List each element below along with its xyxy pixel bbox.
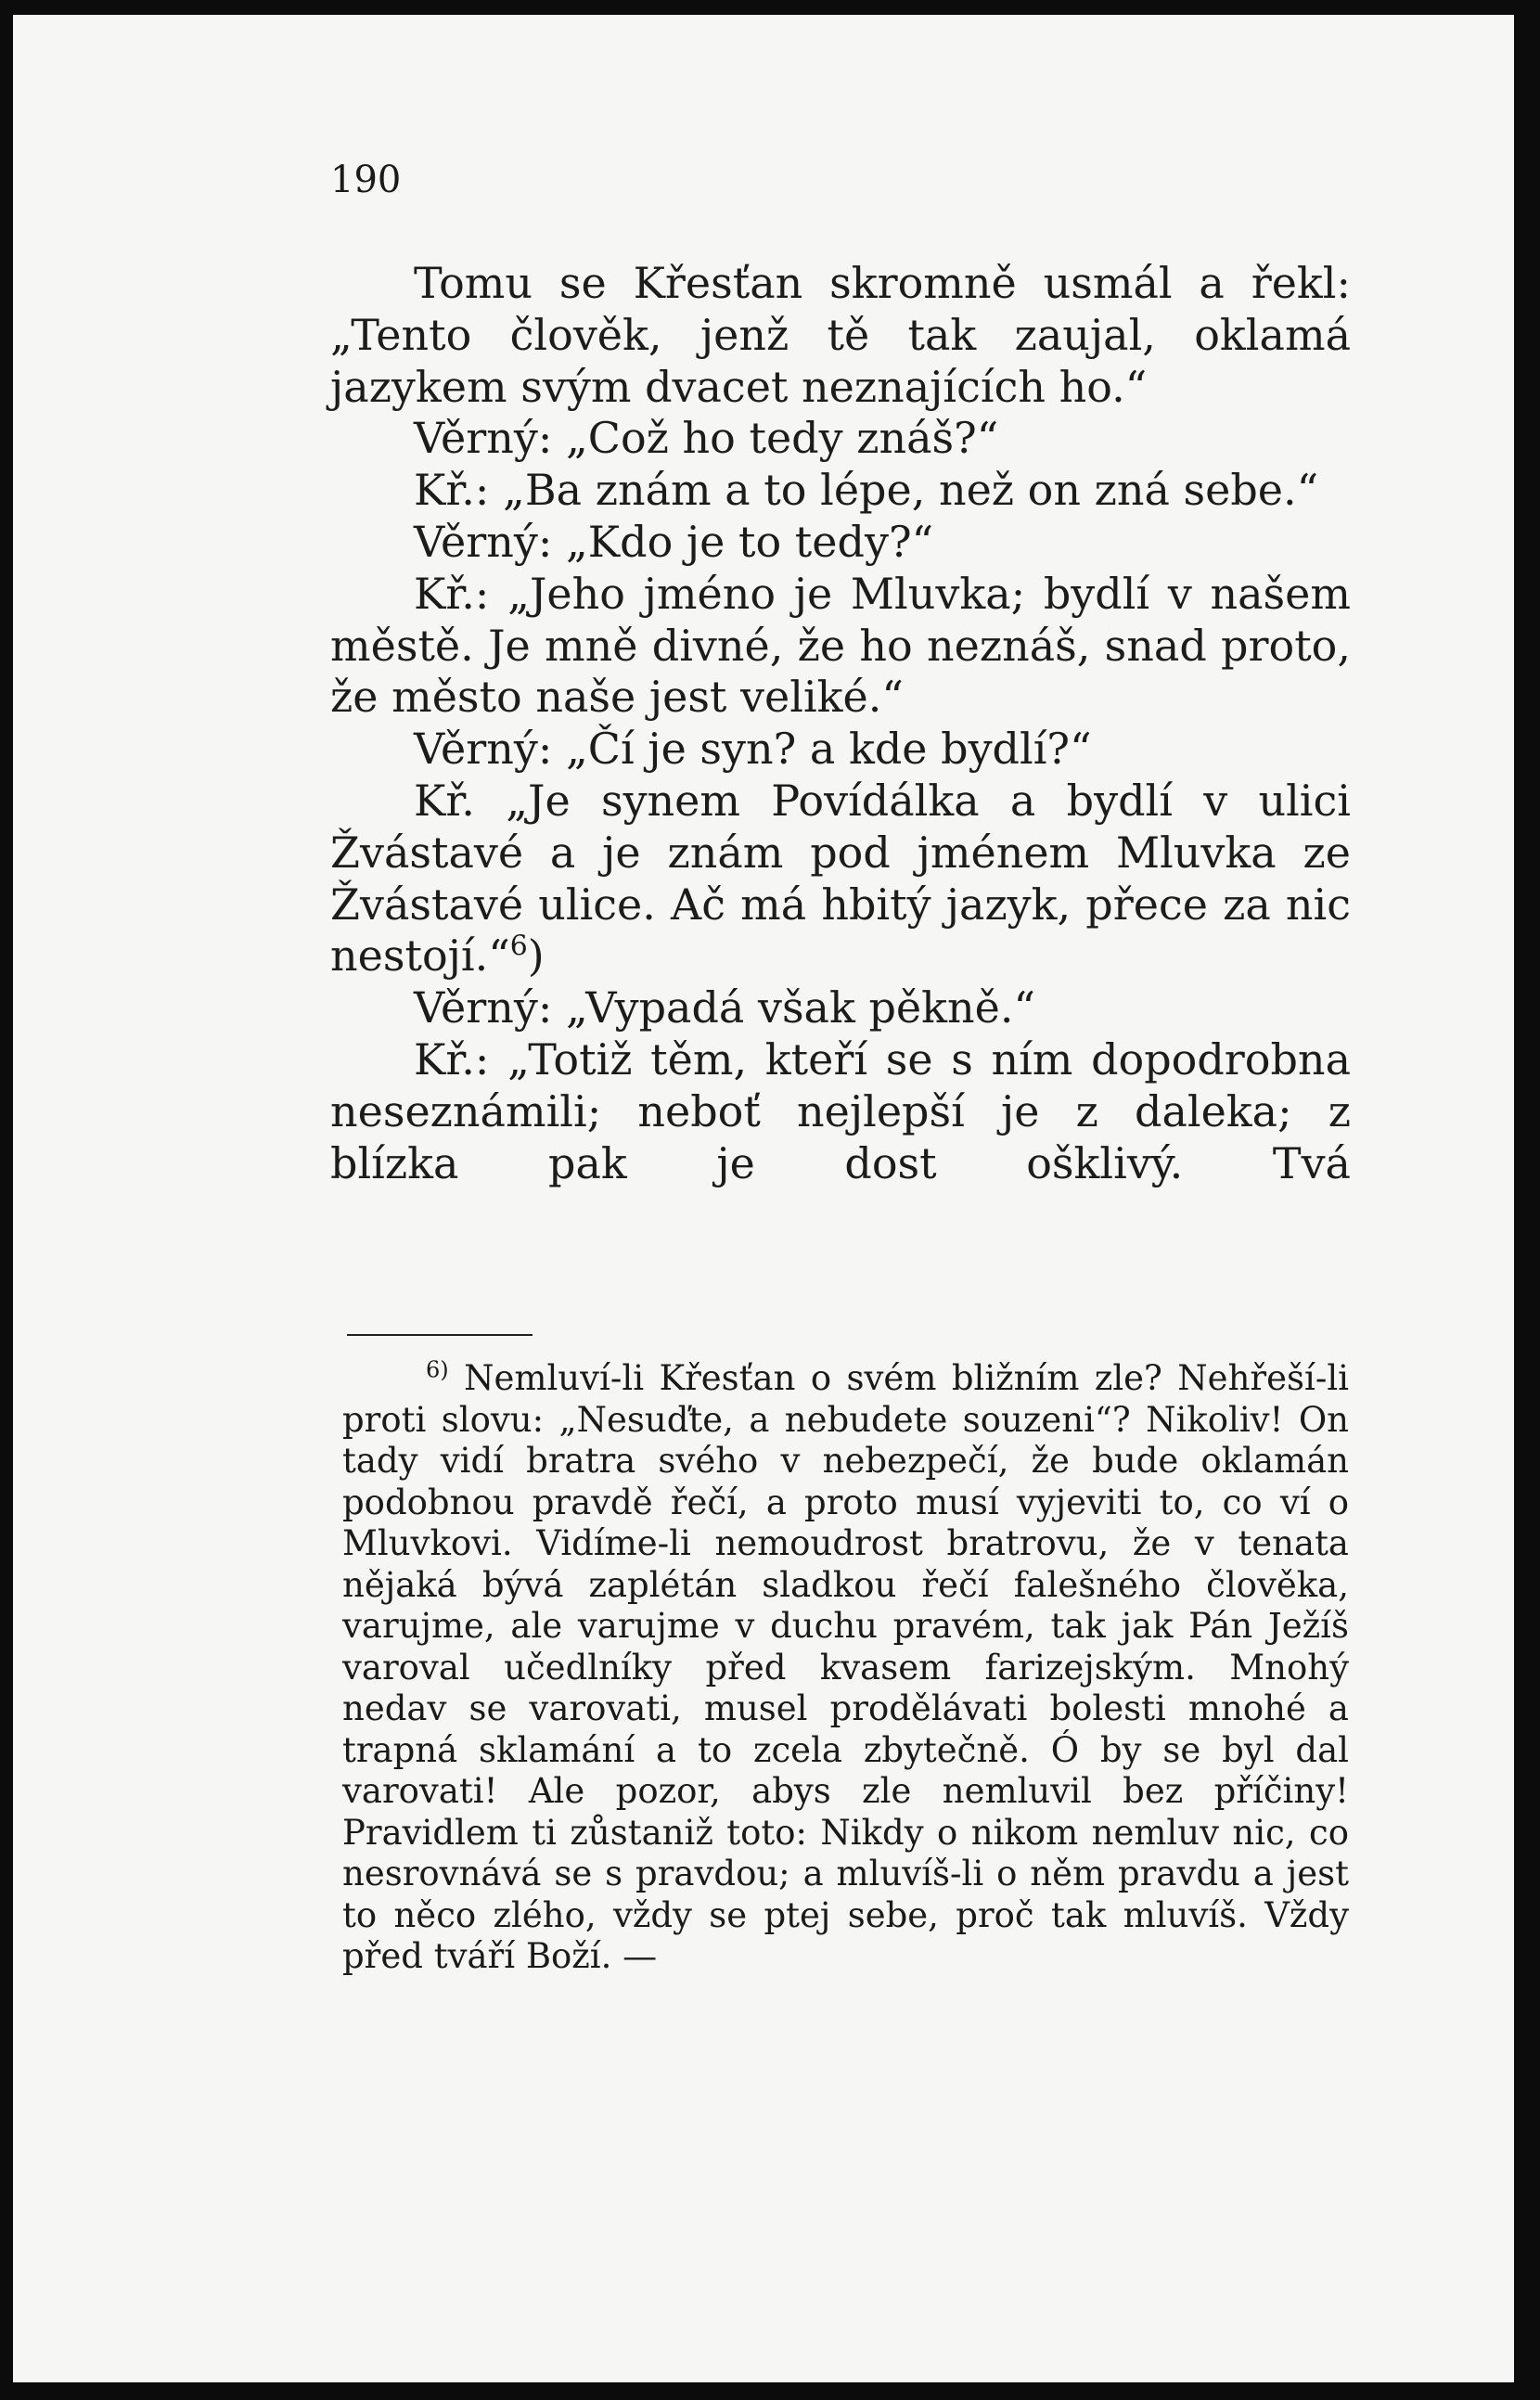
paragraph-7: Kř. „Je synem Povídálka a bydlí v ulici Žvástavé a je znám pod jménem Mluvka ze Žvástavé ulice. Ač má hbitý jazyk, přece za nic nestojí.“$^6$) <box>330 775 1351 982</box>
paragraph-8: Věrný: „Vypadá však pěkně.“ <box>414 982 1036 1033</box>
paragraph-6: Věrný: „Čí je syn? a kde bydlí?“ <box>414 724 1092 775</box>
footnote-divider <box>347 1334 533 1336</box>
main-text <box>330 258 1351 1189</box>
page-number: 190 <box>330 159 402 201</box>
paragraph-5: Kř.: „Jeho jméno je Mluvka; bydlí v našem městě. Je mně divné, že ho neznáš, snad proto, že město naše jest veliké.“ <box>330 568 1351 723</box>
book-page <box>13 15 1514 2382</box>
paragraph-4: Věrný: „Kdo je to tedy?“ <box>414 516 934 567</box>
footnote <box>342 1358 1349 1978</box>
paragraph-7-text: Kř. „Je synem Povídálka a bydlí v ulici Žvástavé a je znám pod jménem Mluvka ze Žvástavé ulice. Ač má hbitý jazyk, přece za nic nestojí.“ <box>330 775 1351 982</box>
footnote-reference: 6 <box>509 930 528 964</box>
footnote-marker: 6) <box>426 1356 449 1383</box>
paragraph-9: Kř.: „Totiž těm, kteří se s ním dopodrobna neseznámili; neboť nejlepší je z daleka; z blízka pak je dost ošklivý. Tvá <box>330 1033 1351 1188</box>
paragraph-2: Věrný: „Což ho tedy znáš?“ <box>414 413 999 464</box>
paragraph-1: Tomu se Křesťan skromně usmál a řekl: „Tento člověk, jenž tě tak zaujal, oklamá jazykem svým dvacet neznajících ho.“ <box>330 258 1351 412</box>
footnote-text: Nemluví-li Křesťan o svém bližním zle? Nehřeší-li proti slovu: „Nesuďte, a nebudete souzeni“? Nikoliv! On tady vidí bratra svého v nebezpečí, že bude oklamán podobnou pravdě řečí, a proto musí vyjeviti to, co ví o Mluvkovi. Vidíme-li nemoudrost bratrovu, že v tenata nějaká bývá zaplétán sladkou řečí falešného člověka, varujme, ale varujme v duchu pravém, tak jak Pán Ježíš varoval učedlníky před kvasem farizejským. Mnohý nedav se varovati, musel prodělávati bolesti mnohé a trapná sklamání a to zcela zbytečně. Ó by se byl dal varovati! Ale pozor, abys zle nemluvil bez příčiny! Pravidlem ti zůstaniž toto: Nikdy o nikom nemluv nic, co nesrovnává se s pravdou; a mluvíš-li o něm pravdu a jest to něco zlého, vždy se ptej sebe, proč tak mluvíš. Vždy před tváří Boží. — <box>342 1358 1349 1976</box>
paragraph-3: Kř.: „Ba znám a to lépe, než on zná sebe.“ <box>414 465 1319 516</box>
